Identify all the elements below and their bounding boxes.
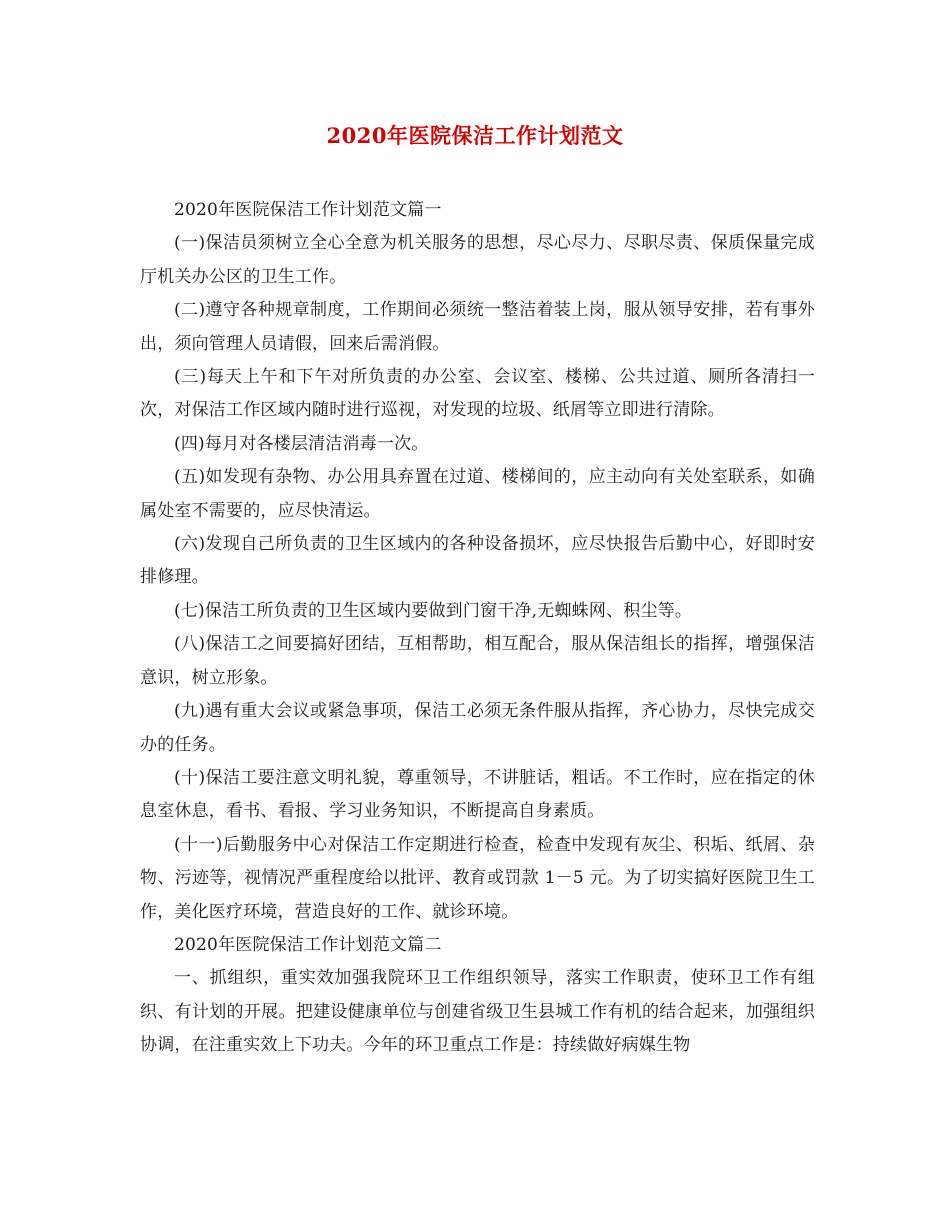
section-heading-2: 2020年医院保洁工作计划范文篇二 [174,934,442,955]
paragraph: 一、抓组织，重实效加强我院环卫工作组织领导，落实工作职责，使环卫工作有组织、有计划的开展。把建设健康单位与创建省级卫生县城工作有机的结合起来，加强组织协调，在注重实效上下功夫。今年的环卫重点工作是：持续做好病媒生物 [140,968,815,1056]
paragraph: (八)保洁工之间要搞好团结，互相帮助，相互配合，服从保洁组长的指挥，增强保洁意识，树立形象。 [140,634,815,688]
section-heading-1: 2020年医院保洁工作计划范文篇一 [174,200,442,220]
document-body [140,194,815,1063]
paragraph: (四)每月对各楼层清洁消毒一次。 [174,433,429,454]
paragraph: (七)保洁工所负责的卫生区域内要做到门窗干净,无蜘蛛网、积尘等。 [174,600,693,621]
paragraph: (五)如发现有杂物、办公用具弃置在过道、楼梯间的，应主动向有关处室联系，如确属处室不需要的，应尽快清运。 [140,467,815,521]
paragraph: (二)遵守各种规章制度，工作期间必须统一整洁着装上岗，服从领导安排，若有事外出，须向管理人员请假，回来后需消假。 [140,300,815,354]
paragraph: (六)发现自己所负责的卫生区域内的各种设备损坏，应尽快报告后勤中心，好即时安排修理。 [140,534,815,588]
paragraph: (一)保洁员须树立全心全意为机关服务的思想，尽心尽力、尽职尽责、保质保量完成厅机关办公区的卫生工作。 [140,233,815,287]
paragraph: (九)遇有重大会议或紧急事项，保洁工必须无条件服从指挥，齐心协力，尽快完成交办的任务。 [140,701,815,755]
paragraph: (十一)后勤服务中心对保洁工作定期进行检查，检查中发现有灰尘、积垢、纸屑、杂物、污迹等，视情况严重程度给以批评、教育或罚款 1－5 元。为了切实搞好医院卫生工作，美化医疗环境，营造良好的工作、就诊环境。 [140,834,815,922]
paragraph: (十)保洁工要注意文明礼貌，尊重领导，不讲脏话，粗话。不工作时，应在指定的休息室休息，看书、看报、学习业务知识，不断提高自身素质。 [140,767,815,822]
document-title: 2020年医院保洁工作计划范文 [326,123,624,148]
paragraph: (三)每天上午和下午对所负责的办公室、会议室、楼梯、公共过道、厕所各清扫一次，对保洁工作区域内随时进行巡视，对发现的垃圾、纸屑等立即进行清除。 [140,367,815,421]
